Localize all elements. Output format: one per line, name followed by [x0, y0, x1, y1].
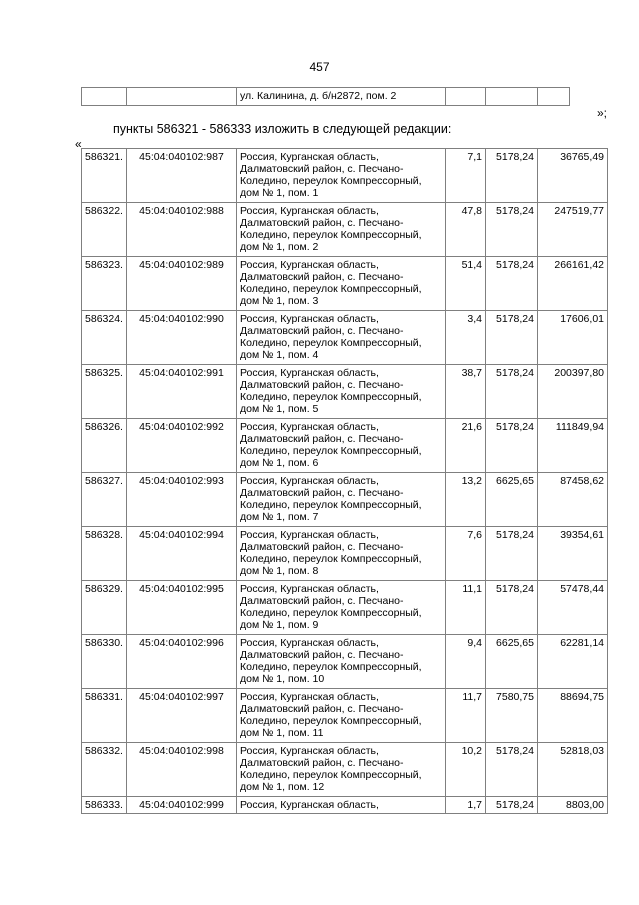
cell-number: 586332. — [82, 743, 127, 797]
cell-address: Россия, Курганская область, Далматовский район, с. Песчано-Коледино, переулок Компрессорный, дом № 1, пом. 1 — [237, 149, 446, 203]
cell-area: 7,1 — [446, 149, 486, 203]
cell-number — [82, 88, 127, 106]
cell-area: 1,7 — [446, 797, 486, 814]
cell-value: 17606,01 — [538, 311, 608, 365]
cell-cadastral: 45:04:040102:992 — [127, 419, 237, 473]
cell-number: 586322. — [82, 203, 127, 257]
cell-address: Россия, Курганская область, Далматовский район, с. Песчано-Коледино, переулок Компрессорный, дом № 1, пом. 7 — [237, 473, 446, 527]
cell-number: 586331. — [82, 689, 127, 743]
cell-cadastral: 45:04:040102:994 — [127, 527, 237, 581]
cell-number: 586324. — [82, 311, 127, 365]
cell-value: 247519,77 — [538, 203, 608, 257]
cell-number: 586328. — [82, 527, 127, 581]
cell-area: 11,7 — [446, 689, 486, 743]
cell-rate: 7580,75 — [486, 689, 538, 743]
cell-value: 8803,00 — [538, 797, 608, 814]
cell-value: 39354,61 — [538, 527, 608, 581]
cell-number: 586327. — [82, 473, 127, 527]
cell-address: Россия, Курганская область, Далматовский район, с. Песчано-Коледино, переулок Компрессорный, дом № 1, пом. 5 — [237, 365, 446, 419]
table-row — [82, 203, 608, 257]
cell-value: 200397,80 — [538, 365, 608, 419]
cell-area — [446, 88, 486, 106]
cell-cadastral: 45:04:040102:988 — [127, 203, 237, 257]
cell-rate: 5178,24 — [486, 581, 538, 635]
cell-address: Россия, Курганская область, Далматовский район, с. Песчано-Коледино, переулок Компрессорный, дом № 1, пом. 11 — [237, 689, 446, 743]
cell-number: 586330. — [82, 635, 127, 689]
intro-paragraph: пункты 586321 - 586333 изложить в следующей редакции: — [113, 122, 452, 136]
cell-rate — [486, 88, 538, 106]
cell-area: 21,6 — [446, 419, 486, 473]
cell-value: 87458,62 — [538, 473, 608, 527]
cell-rate: 5178,24 — [486, 743, 538, 797]
cell-cadastral: 45:04:040102:991 — [127, 365, 237, 419]
table-row — [82, 527, 608, 581]
cell-value: 266161,42 — [538, 257, 608, 311]
table-row — [82, 689, 608, 743]
cell-address: Россия, Курганская область, Далматовский район, с. Песчано-Коледино, переулок Компрессорный, дом № 1, пом. 8 — [237, 527, 446, 581]
cell-cadastral: 45:04:040102:987 — [127, 149, 237, 203]
cell-rate: 5178,24 — [486, 527, 538, 581]
cell-rate: 5178,24 — [486, 257, 538, 311]
cell-address: Россия, Курганская область, Далматовский район, с. Песчано-Коледино, переулок Компрессорный, дом № 1, пом. 4 — [237, 311, 446, 365]
cell-rate: 6625,65 — [486, 473, 538, 527]
cell-area: 7,6 — [446, 527, 486, 581]
cell-address: Россия, Курганская область, Далматовский район, с. Песчано-Коледино, переулок Компрессорный, дом № 1, пом. 10 — [237, 635, 446, 689]
table-row — [82, 581, 608, 635]
cell-rate: 5178,24 — [486, 311, 538, 365]
cell-value: 57478,44 — [538, 581, 608, 635]
cell-cadastral: 45:04:040102:995 — [127, 581, 237, 635]
cell-cadastral: 45:04:040102:996 — [127, 635, 237, 689]
table-row — [82, 257, 608, 311]
cell-number: 586321. — [82, 149, 127, 203]
opening-quote: « — [75, 137, 82, 151]
cell-cadastral: 45:04:040102:999 — [127, 797, 237, 814]
cell-rate: 5178,24 — [486, 365, 538, 419]
table-row — [82, 149, 608, 203]
cell-area: 13,2 — [446, 473, 486, 527]
cell-area: 9,4 — [446, 635, 486, 689]
cell-address: Россия, Курганская область, Далматовский район, с. Песчано-Коледино, переулок Компрессорный, дом № 1, пом. 9 — [237, 581, 446, 635]
cell-number: 586329. — [82, 581, 127, 635]
cell-address: Россия, Курганская область, Далматовский район, с. Песчано-Коледино, переулок Компрессорный, дом № 1, пом. 6 — [237, 419, 446, 473]
closing-quote: »; — [597, 106, 608, 120]
cell-cadastral: 45:04:040102:998 — [127, 743, 237, 797]
table-row — [82, 797, 608, 814]
table-row — [82, 88, 570, 106]
table-row — [82, 635, 608, 689]
cell-value — [538, 88, 570, 106]
cell-area: 10,2 — [446, 743, 486, 797]
cell-number: 586326. — [82, 419, 127, 473]
cell-rate: 5178,24 — [486, 203, 538, 257]
cell-value: 52818,03 — [538, 743, 608, 797]
table-row — [82, 365, 608, 419]
cell-value: 111849,94 — [538, 419, 608, 473]
cell-cadastral: 45:04:040102:993 — [127, 473, 237, 527]
cell-address: Россия, Курганская область, Далматовский район, с. Песчано-Коледино, переулок Компрессорный, дом № 1, пом. 3 — [237, 257, 446, 311]
cell-number: 586323. — [82, 257, 127, 311]
previous-table-fragment — [81, 87, 570, 106]
cell-value: 36765,49 — [538, 149, 608, 203]
table-row — [82, 743, 608, 797]
cell-area: 47,8 — [446, 203, 486, 257]
cadastral-table — [81, 148, 608, 814]
cell-address: Россия, Курганская область, Далматовский район, с. Песчано-Коледино, переулок Компрессорный, дом № 1, пом. 2 — [237, 203, 446, 257]
cell-address: Россия, Курганская область, — [237, 797, 446, 814]
cell-rate: 5178,24 — [486, 149, 538, 203]
cell-value: 62281,14 — [538, 635, 608, 689]
cell-address: ул. Калинина, д. б/н2872, пом. 2 — [237, 88, 446, 106]
cell-area: 51,4 — [446, 257, 486, 311]
cell-number: 586333. — [82, 797, 127, 814]
page-number: 457 — [309, 60, 330, 74]
cell-rate: 5178,24 — [486, 419, 538, 473]
table-row — [82, 473, 608, 527]
cell-value: 88694,75 — [538, 689, 608, 743]
cell-cadastral: 45:04:040102:990 — [127, 311, 237, 365]
cell-number: 586325. — [82, 365, 127, 419]
cell-area: 11,1 — [446, 581, 486, 635]
cell-address: Россия, Курганская область, Далматовский район, с. Песчано-Коледино, переулок Компрессорный, дом № 1, пом. 12 — [237, 743, 446, 797]
cell-rate: 6625,65 — [486, 635, 538, 689]
cell-cadastral: 45:04:040102:997 — [127, 689, 237, 743]
cell-area: 3,4 — [446, 311, 486, 365]
cell-rate: 5178,24 — [486, 797, 538, 814]
cell-cadastral — [127, 88, 237, 106]
table-row — [82, 311, 608, 365]
cell-cadastral: 45:04:040102:989 — [127, 257, 237, 311]
cell-area: 38,7 — [446, 365, 486, 419]
table-row — [82, 419, 608, 473]
